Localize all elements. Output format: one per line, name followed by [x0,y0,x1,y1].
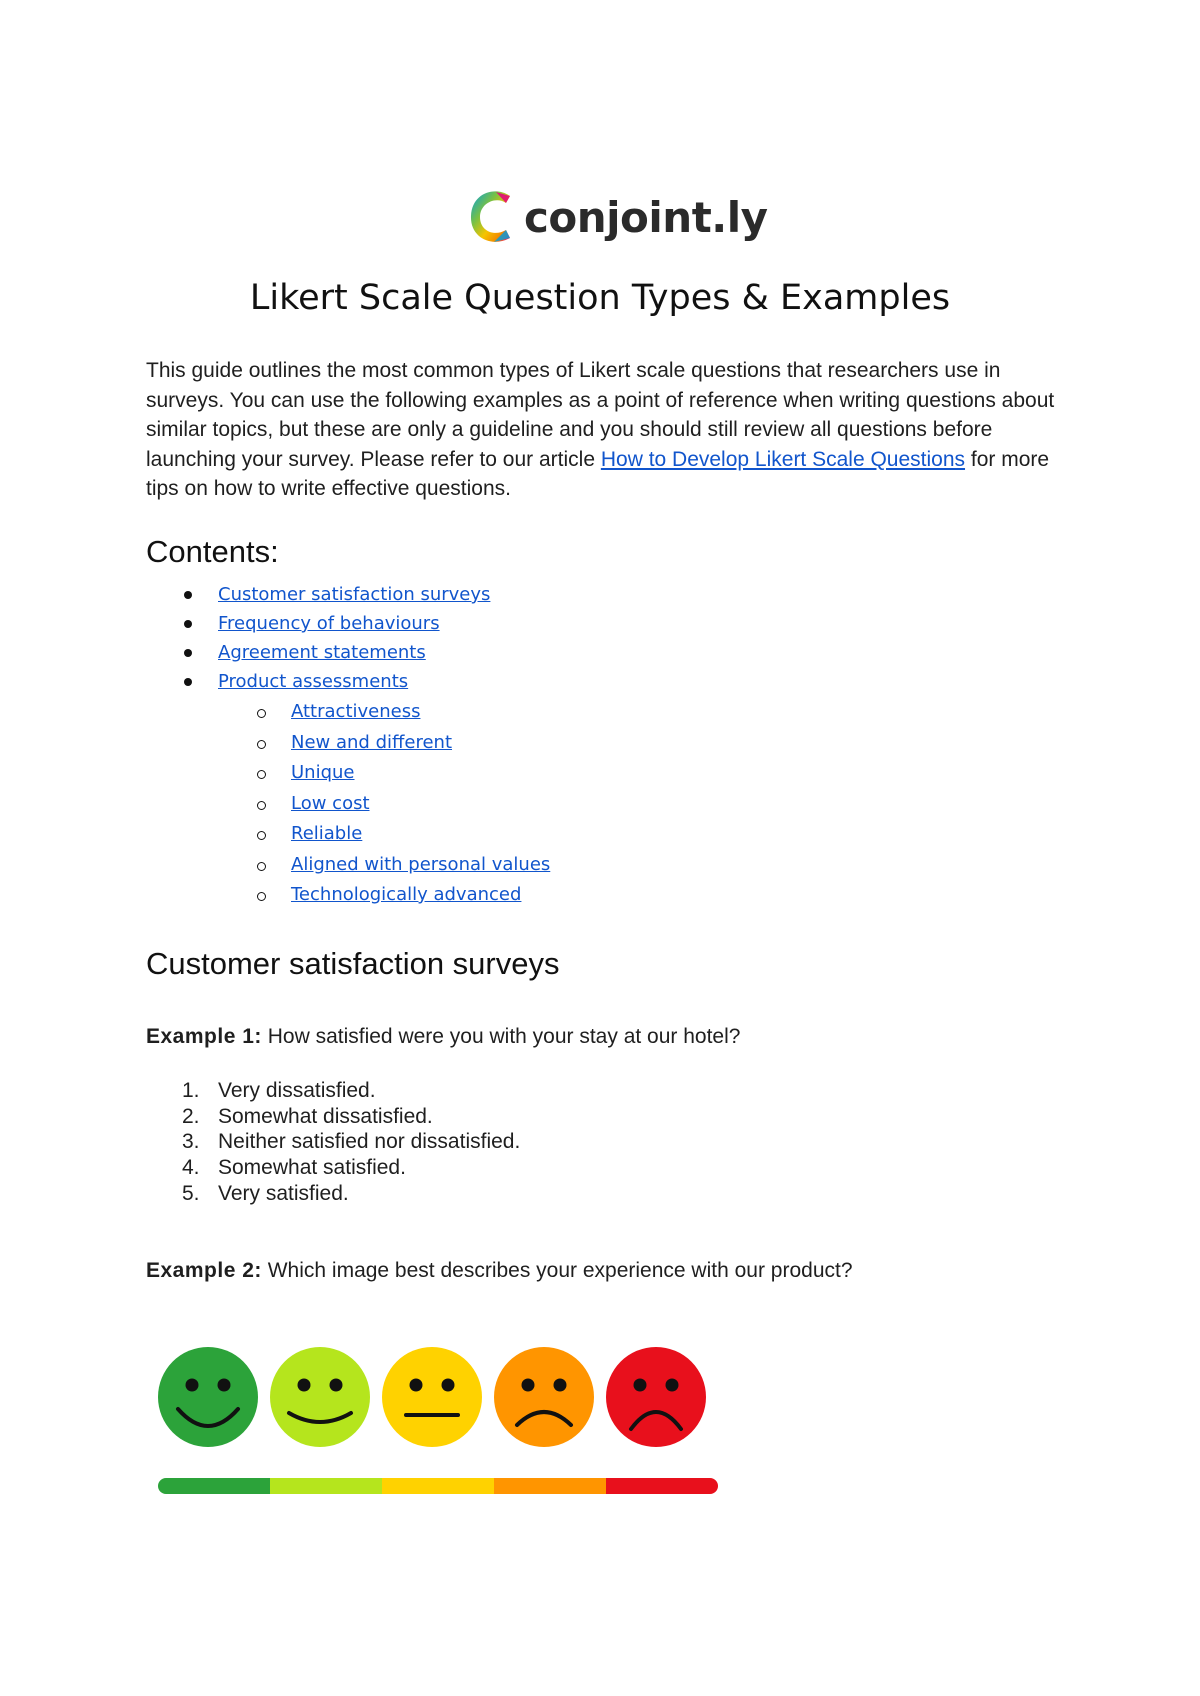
option-number: 4. [182,1156,200,1179]
emoji-rating-scale [158,1345,718,1495]
toc-link[interactable]: Frequency of behaviours [218,613,440,634]
circle-bullet-icon [257,740,266,749]
option-number: 2. [182,1105,200,1128]
option-number: 1. [182,1079,200,1102]
example-1-text: How satisfied were you with your stay at our hotel? [261,1025,741,1048]
toc-link[interactable]: Customer satisfaction surveys [218,584,491,605]
scale-segment [494,1478,607,1494]
scale-segment [606,1478,718,1494]
circle-bullet-icon [257,831,266,840]
option-text: Very dissatisfied. [218,1079,376,1102]
option-text: Neither satisfied nor dissatisfied. [218,1130,521,1153]
bullet-icon [184,620,192,628]
toc-link[interactable]: Attractiveness [291,701,421,722]
toc-link[interactable]: Technologically advanced [291,884,522,905]
toc-link[interactable]: Unique [291,762,355,783]
option-number: 3. [182,1130,200,1153]
scale-segment [158,1478,271,1494]
color-scale-bar [158,1478,718,1494]
example-1-label: Example 1: [146,1025,262,1048]
happy-face-icon [270,1347,370,1447]
example-1-question [146,1025,740,1049]
bullet-icon [184,649,192,657]
toc-link[interactable]: Aligned with personal values [291,854,551,875]
bullet-icon [184,678,192,686]
contents-heading: Contents: [146,534,279,569]
conjoint-logo-icon [466,186,516,248]
toc-link[interactable]: Low cost [291,793,370,814]
document-title: Likert Scale Question Types & Examples [249,278,951,318]
bullet-icon [184,591,192,599]
toc-link[interactable]: Agreement statements [218,642,426,663]
intro-text-end: for more tips on how to write effective questions. [146,447,1050,500]
very-sad-face-icon [606,1347,706,1447]
toc-link[interactable]: Product assessments [218,671,409,692]
brand-logo [466,186,768,248]
example-2-label: Example 2: [146,1259,262,1282]
scale-segment [270,1478,383,1494]
toc-link[interactable]: New and different [291,732,453,753]
example-2-question [146,1259,853,1283]
example-2-text: Which image best describes your experience with our product? [261,1259,853,1282]
option-text: Somewhat satisfied. [218,1156,406,1179]
circle-bullet-icon [257,862,266,871]
circle-bullet-icon [257,801,266,810]
develop-likert-questions-link[interactable]: How to Develop Likert Scale Questions [600,447,966,471]
circle-bullet-icon [257,709,266,718]
neutral-face-icon [382,1347,482,1447]
very-happy-face-icon [158,1347,258,1447]
sad-face-icon [494,1347,594,1447]
option-text: Very satisfied. [218,1182,349,1205]
option-text: Somewhat dissatisfied. [218,1105,433,1128]
intro-text: This guide outlines the most common types of Likert scale questions that researchers use in surveys. You can use the following examples as a point of reference when writing questions about similar topics, but these are only a guideline and you should still review all questions before launching your survey. Please refer to our article [146,359,1055,471]
circle-bullet-icon [257,892,266,901]
circle-bullet-icon [257,770,266,779]
intro-paragraph [146,356,1076,504]
scale-segment [382,1478,495,1494]
toc-link[interactable]: Reliable [291,823,363,844]
section-heading: Customer satisfaction surveys [146,946,560,981]
brand-name: conjoint.ly [524,192,768,242]
option-number: 5. [182,1182,200,1205]
